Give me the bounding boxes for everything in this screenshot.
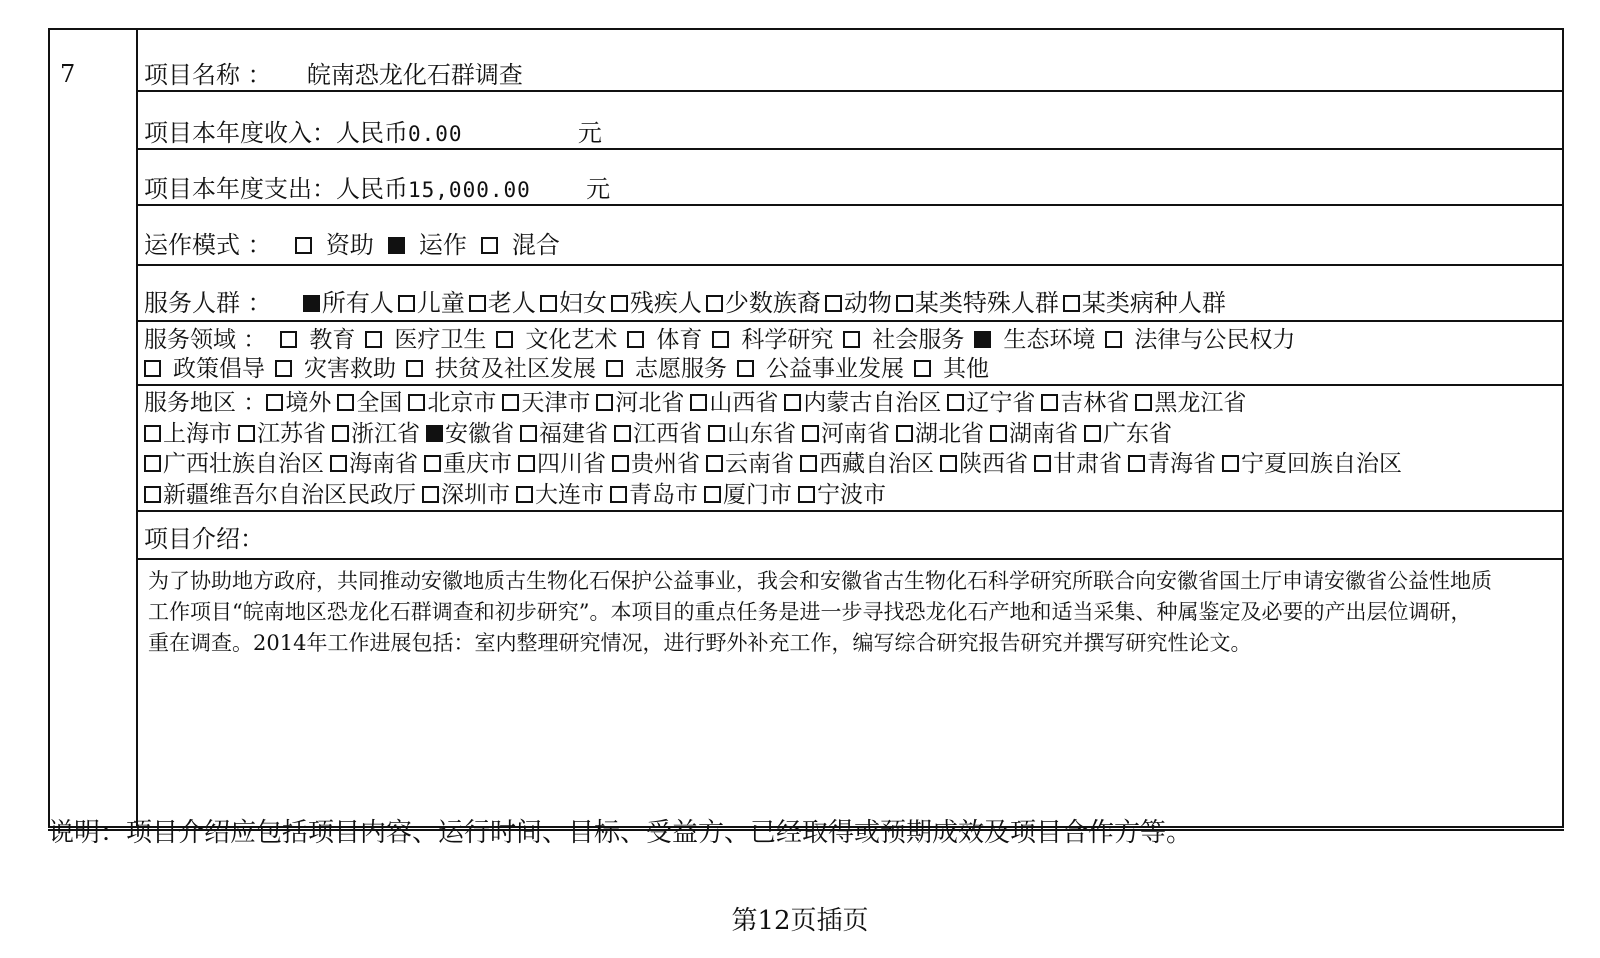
checkbox-label: 混合 [511, 231, 560, 259]
service-field-line-2 [144, 355, 1562, 384]
checkbox[interactable] [1105, 331, 1122, 348]
checkbox[interactable] [275, 360, 292, 377]
checkbox-label: 青海省 [1147, 451, 1216, 477]
service-region-line-2 [144, 419, 1562, 450]
checkbox[interactable] [627, 331, 644, 348]
checkbox-label: 法律与公民权力 [1134, 327, 1296, 353]
checkbox[interactable] [1063, 295, 1080, 312]
checkbox[interactable] [540, 295, 557, 312]
expense-label: 项目本年度支出： [144, 175, 336, 203]
checkbox-label: 江西省 [633, 420, 702, 447]
checkbox[interactable] [704, 486, 721, 503]
checkbox-label: 残疾人 [629, 289, 702, 317]
checkbox-label: 吉林省 [1060, 390, 1130, 416]
checkbox[interactable] [426, 425, 443, 442]
checkbox[interactable] [606, 360, 623, 377]
checkbox-label: 宁夏回族自治区 [1241, 451, 1402, 477]
checkbox[interactable] [365, 331, 382, 348]
checkbox-label: 儿童 [416, 289, 465, 317]
checkbox[interactable] [896, 295, 913, 312]
checkbox-label: 资助 [325, 231, 374, 259]
checkbox[interactable] [144, 425, 161, 442]
service-population-label: 服务人群 ： [144, 289, 272, 317]
checkbox[interactable] [990, 425, 1007, 442]
checkbox[interactable] [502, 394, 519, 411]
checkbox-label: 厦门市 [723, 481, 792, 508]
item-number: 7 [60, 60, 76, 88]
checkbox-label: 生态环境 [1003, 327, 1096, 353]
income-amount: 0.00 [408, 122, 463, 146]
checkbox-label: 动物 [843, 289, 892, 317]
operation-mode-label: 运作模式 ： [144, 231, 272, 259]
expense-row [138, 150, 1562, 206]
checkbox-label: 某类特殊人群 [914, 289, 1059, 317]
checkbox-label: 黑龙江省 [1154, 390, 1247, 416]
checkbox-label: 其他 [943, 356, 989, 382]
checkbox[interactable] [947, 394, 964, 411]
checkbox[interactable] [330, 455, 347, 472]
checkbox-label: 政策倡导 [173, 356, 265, 382]
service-field-line-1 [144, 326, 1562, 355]
checkbox-label: 科学研究 [741, 327, 834, 353]
checkbox[interactable] [843, 331, 860, 348]
project-name-label: 项目名称 ： [144, 61, 272, 89]
checkbox[interactable] [690, 394, 707, 411]
expense-unit: 元 [586, 175, 611, 203]
checkbox-label: 医疗卫生 [394, 327, 487, 353]
checkbox[interactable] [398, 295, 415, 312]
checkbox[interactable] [940, 455, 957, 472]
checkbox-label: 云南省 [725, 451, 794, 477]
checkbox[interactable] [611, 295, 628, 312]
checkbox[interactable] [406, 360, 423, 377]
checkbox[interactable] [422, 486, 439, 503]
checkbox[interactable] [518, 455, 535, 472]
checkbox-label: 某类病种人群 [1081, 289, 1226, 317]
income-unit: 元 [577, 119, 602, 147]
checkbox[interactable] [1222, 455, 1239, 472]
service-field-label: 服务领域 ： [144, 327, 267, 353]
checkbox[interactable] [596, 394, 613, 411]
service-region-label: 服务地区 ： [144, 390, 267, 416]
service-region-line-3 [144, 449, 1562, 480]
checkbox[interactable] [144, 455, 161, 472]
checkbox[interactable] [802, 425, 819, 442]
checkbox-label: 海南省 [349, 451, 418, 477]
service-region-line-4 [144, 480, 1562, 511]
introduction-row [138, 512, 1562, 560]
introduction-text: 为了协助地方政府，共同推动安徽地质古生物化石保护公益事业，我会和安徽省古生物化石科学研究所联合向安徽省国土厅申请安徽省公益性地质工作项目“皖南地区恐龙化石群调查和初步研究”。本项目的重点任务是进一步寻找恐龙化石产地和适当采集、种属鉴定及必要的产出层位调研，重在调查。2014年工作进展包括：室内整理研究情况，进行野外补充工作，编写综合研究报告研究并撰写研究性论文。 [148, 569, 1492, 655]
page-label: 第12页插页 [731, 906, 869, 936]
income-label: 项目本年度收入： [144, 119, 336, 147]
checkbox[interactable] [303, 295, 320, 312]
checkbox[interactable] [496, 331, 513, 348]
checkbox-label: 山东省 [727, 420, 796, 447]
checkbox[interactable] [800, 455, 817, 472]
checkbox[interactable] [516, 486, 533, 503]
checkbox[interactable] [974, 331, 991, 348]
checkbox[interactable] [424, 455, 441, 472]
checkbox[interactable] [896, 425, 913, 442]
checkbox[interactable] [1128, 455, 1145, 472]
checkbox-label: 内蒙古自治区 [803, 390, 942, 416]
checkbox-label: 青岛市 [629, 481, 698, 508]
checkbox[interactable] [612, 455, 629, 472]
introduction-label: 项目介绍： [144, 525, 264, 553]
checkbox[interactable] [1084, 425, 1101, 442]
checkbox-label: 深圳市 [441, 481, 510, 508]
checkbox-label: 宁波市 [817, 481, 886, 508]
checkbox-label: 山西省 [709, 390, 779, 416]
service-region-row [138, 386, 1562, 512]
checkbox-label: 贵州省 [631, 451, 700, 477]
checkbox[interactable] [706, 295, 723, 312]
expense-amount: 15,000.00 [408, 178, 531, 202]
checkbox[interactable] [295, 237, 312, 254]
checkbox[interactable] [337, 394, 354, 411]
checkbox-label: 湖南省 [1009, 420, 1078, 447]
checkbox-label: 湖北省 [915, 420, 984, 447]
checkbox-label: 西藏自治区 [819, 451, 934, 477]
checkbox[interactable] [737, 360, 754, 377]
checkbox-label: 辽宁省 [966, 390, 1036, 416]
checkbox-label: 运作 [418, 231, 467, 259]
checkbox-label: 四川省 [537, 451, 606, 477]
service-region-line-1 [144, 388, 1562, 419]
checkbox-label: 福建省 [539, 420, 608, 447]
checkbox-label: 江苏省 [257, 420, 326, 447]
checkbox-label: 志愿服务 [635, 356, 727, 382]
checkbox[interactable] [1041, 394, 1058, 411]
checkbox-label: 教育 [309, 327, 356, 353]
footnote: 说明：项目介绍应包括项目内容、运行时间、目标、受益方、已经取得或预期成效及项目合作方等。 [48, 818, 1193, 848]
checkbox[interactable] [280, 331, 297, 348]
checkbox-label: 公益事业发展 [766, 356, 904, 382]
checkbox[interactable] [481, 237, 498, 254]
checkbox-label: 甘肃省 [1053, 451, 1122, 477]
checkbox-label: 上海市 [163, 420, 232, 447]
checkbox-label: 所有人 [321, 289, 394, 317]
income-currency: 人民币 [336, 119, 408, 147]
checkbox[interactable] [784, 394, 801, 411]
checkbox[interactable] [144, 486, 161, 503]
checkbox[interactable] [1135, 394, 1152, 411]
checkbox-label: 北京市 [427, 390, 497, 416]
checkbox-label: 广西壮族自治区 [163, 451, 324, 477]
checkbox-label: 广东省 [1103, 420, 1172, 447]
checkbox-label: 全国 [356, 390, 403, 416]
checkbox-label: 陕西省 [959, 451, 1028, 477]
checkbox-label: 文化艺术 [525, 327, 618, 353]
checkbox[interactable] [238, 425, 255, 442]
checkbox-label: 体育 [656, 327, 703, 353]
checkbox[interactable] [708, 425, 725, 442]
checkbox[interactable] [614, 425, 631, 442]
checkbox-label: 新疆维吾尔自治区民政厅 [163, 481, 416, 508]
checkbox-label: 安徽省 [445, 420, 514, 447]
checkbox[interactable] [1034, 455, 1051, 472]
checkbox-label: 河北省 [615, 390, 685, 416]
checkbox[interactable] [914, 360, 931, 377]
expense-currency: 人民币 [336, 175, 408, 203]
checkbox-label: 扶贫及社区发展 [435, 356, 596, 382]
checkbox[interactable] [706, 455, 723, 472]
operation-mode-row [138, 206, 1562, 266]
service-population-options [303, 289, 1230, 317]
checkbox[interactable] [712, 331, 729, 348]
checkbox-label: 浙江省 [351, 420, 420, 447]
checkbox[interactable] [825, 295, 842, 312]
income-row [138, 92, 1562, 150]
checkbox[interactable] [266, 394, 283, 411]
checkbox-label: 境外 [285, 390, 332, 416]
checkbox-label: 社会服务 [872, 327, 965, 353]
checkbox[interactable] [469, 295, 486, 312]
checkbox[interactable] [332, 425, 349, 442]
project-name-row [138, 30, 1562, 92]
operation-mode-options [295, 231, 574, 259]
item-number-column [50, 30, 138, 826]
checkbox-label: 老人 [487, 289, 536, 317]
checkbox-label: 大连市 [535, 481, 604, 508]
checkbox-label: 少数族裔 [724, 289, 821, 317]
checkbox-label: 妇女 [558, 289, 607, 317]
checkbox[interactable] [610, 486, 627, 503]
checkbox-label: 灾害救助 [304, 356, 396, 382]
service-population-row [138, 266, 1562, 322]
checkbox[interactable] [388, 237, 405, 254]
project-name-value: 皖南恐龙化石群调查 [306, 61, 523, 89]
checkbox[interactable] [798, 486, 815, 503]
checkbox[interactable] [520, 425, 537, 442]
checkbox[interactable] [144, 360, 161, 377]
checkbox-label: 河南省 [821, 420, 890, 447]
project-form-table [48, 28, 1564, 828]
service-field-row [138, 322, 1562, 386]
checkbox-label: 重庆市 [443, 451, 512, 477]
checkbox[interactable] [408, 394, 425, 411]
checkbox-label: 天津市 [521, 390, 591, 416]
